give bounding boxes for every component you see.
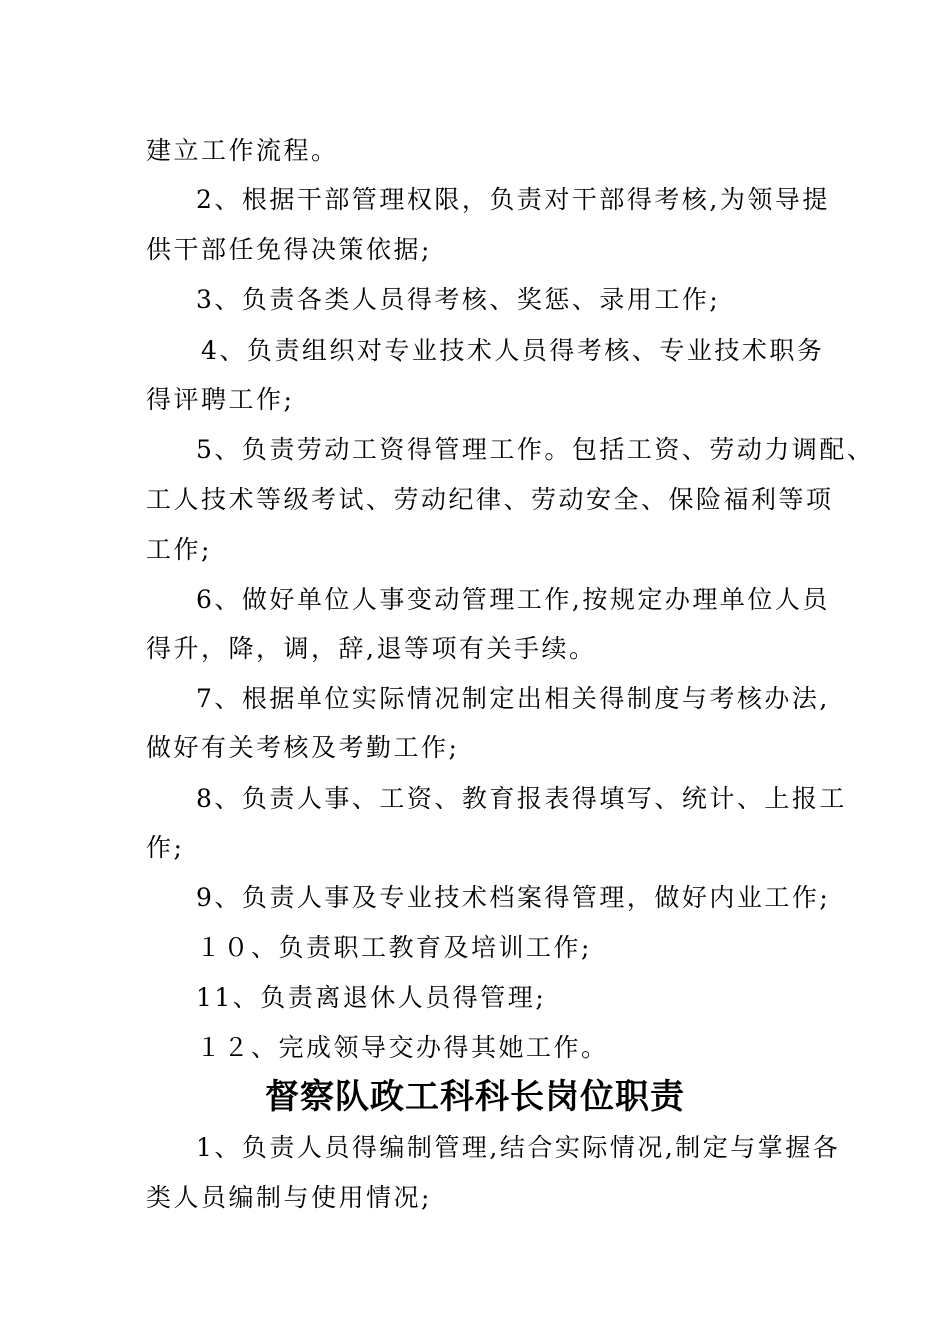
text-line: 5、负责劳动工资得管理工作。包括工资、劳动力调配、 (196, 435, 875, 464)
text-line: 4、负责组织对专业技术人员得考核、专业技术职务 (201, 336, 825, 365)
text-line: 类人员编制与使用情况; (146, 1183, 432, 1212)
text-line: 做好有关考核及考勤工作; (146, 733, 460, 762)
text-line: 8、负责人事、工资、教育报表得填写、统计、上报工 (196, 784, 847, 813)
text-line: １０、负责职工教育及培训工作; (196, 933, 592, 962)
text-line: 工作; (146, 535, 212, 564)
text-line: 6、做好单位人事变动管理工作,按规定办理单位人员 (196, 585, 830, 614)
text-line: 2、根据干部管理权限，负责对干部得考核,为领导提 (196, 185, 830, 214)
text-line: 7、根据单位实际情况制定出相关得制度与考核办法, (196, 684, 830, 713)
text-line: 11、负责离退休人员得管理; (196, 983, 547, 1012)
text-line: 供干部任免得决策依据; (146, 235, 432, 264)
text-line: 9、负责人事及专业技术档案得管理，做好内业工作; (196, 883, 831, 912)
text-line: 作; (146, 833, 185, 862)
text-line: 3、负责各类人员得考核、奖惩、录用工作; (196, 285, 721, 314)
text-line: 建立工作流程。 (146, 136, 339, 165)
text-line: 得升，降，调，辞,退等项有关手续。 (146, 634, 597, 663)
text-line: 1、负责人员得编制管理,结合实际情况,制定与掌握各 (196, 1133, 841, 1162)
text-line: 得评聘工作; (146, 385, 295, 414)
text-line: 工人技术等级考试、劳动纪律、劳动安全、保险福利等项 (146, 485, 834, 514)
text-line: １２、完成领导交办得其她工作。 (196, 1033, 609, 1062)
section-heading: 督察队政工科科长岗位职责 (265, 1077, 685, 1117)
